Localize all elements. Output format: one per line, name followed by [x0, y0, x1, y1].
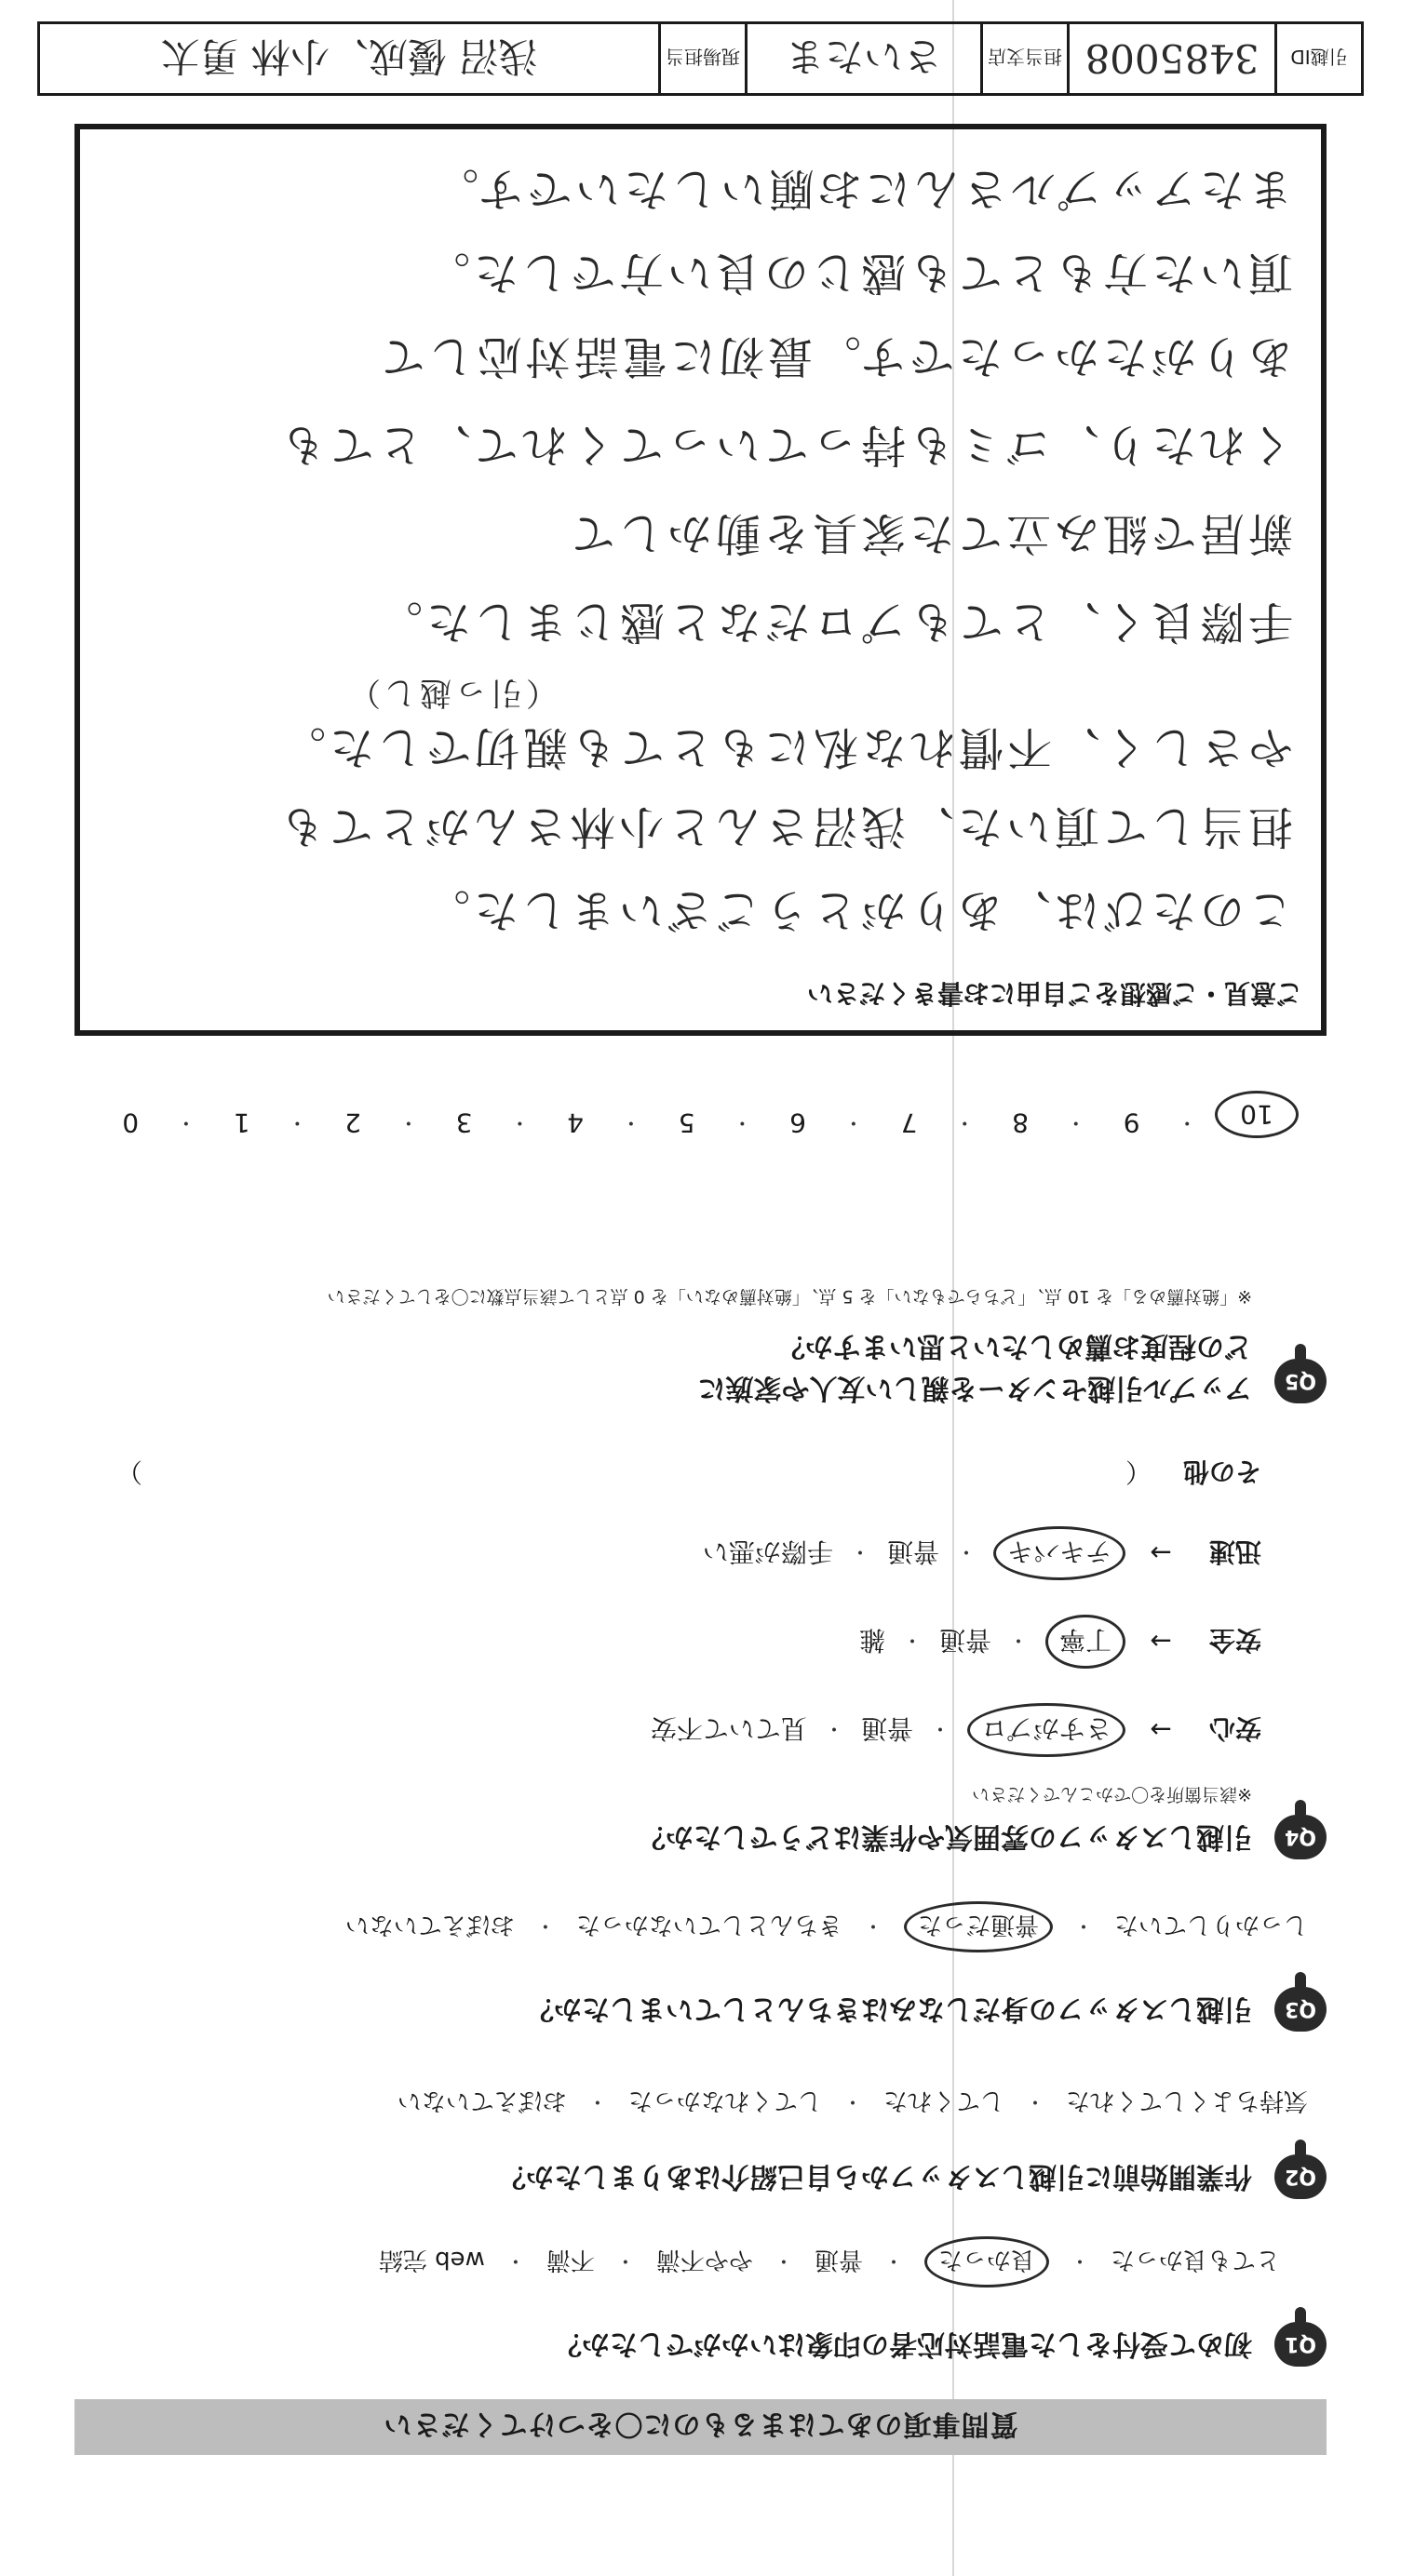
q3-options: しっかりしていた ・ 普通だった ・ きちんとしていなかった ・ おぼえていない — [345, 1901, 1308, 1952]
q1-text: 初めて受付をした電話対応者の印象はいかがでしたか？ — [554, 2328, 1252, 2360]
q2-option[interactable]: してくれた — [882, 2086, 1004, 2114]
arrow-icon: → — [1150, 1714, 1172, 1746]
q2-options: 気持ちよくしてくれた ・ してくれた ・ してくれなかった ・ おぼえていない — [397, 2086, 1308, 2120]
q5-text-line2: どの程度お薦めしたいと思いますか？ — [777, 1330, 1252, 1362]
q1-option-selected[interactable]: 良かった — [924, 2236, 1049, 2288]
q2-option-selected[interactable]: 気持ちよくしてくれた — [1065, 2086, 1308, 2114]
q5-score[interactable]: 9 — [1123, 1107, 1140, 1138]
staff-value[interactable]: 浅沼 優成、小林 勇太 — [160, 34, 538, 79]
q5-score-selected[interactable]: 10 — [1215, 1091, 1299, 1138]
q1-badge-icon: Q1 — [1274, 2322, 1327, 2367]
q4-badge-icon: Q4 — [1274, 1815, 1327, 1859]
q2-badge-icon: Q2 — [1274, 2154, 1327, 2199]
q5-score[interactable]: 2 — [344, 1107, 362, 1138]
q4-option[interactable]: 雑 — [858, 1625, 885, 1656]
comment-line: （引っ越し） — [345, 674, 558, 711]
id-value[interactable]: 3485008 — [1067, 24, 1274, 93]
q2-option[interactable]: おぼえていない — [397, 2086, 567, 2114]
info-table — [37, 21, 1364, 96]
q5-score[interactable]: 1 — [233, 1107, 250, 1138]
q4-option-selected[interactable]: 丁寧 — [1045, 1615, 1125, 1669]
q5-score[interactable]: 4 — [567, 1107, 585, 1138]
q4-option[interactable]: 手際が悪い — [702, 1536, 833, 1567]
q5-score[interactable]: 0 — [122, 1107, 140, 1138]
q3-option[interactable]: おぼえていない — [344, 1911, 515, 1939]
q2-text: 作業開始前に引越しスタッフから自己紹介はありましたか？ — [498, 2160, 1252, 2193]
q4-option-selected[interactable]: テキパキ — [993, 1526, 1125, 1580]
q4-row-anzen: 安全 → 丁寧 ・ 普通 ・ 雑 — [859, 1615, 1261, 1669]
q2-option[interactable]: してくれなかった — [627, 2086, 822, 2114]
comments-title: ご意見・ご感想をご自由にお書きください — [806, 978, 1302, 1009]
comment-line: ありがたかったです。最初に電話対応して — [376, 330, 1293, 382]
q5-scale: 10 ・ 9 ・ 8 ・ 7 ・ 6 ・ 5 ・ 4 ・ 3 ・ 2 ・ 1 ・ 0 — [74, 1091, 1327, 1138]
comment-line: やさしく、不慣れな私にもとても親切でした。 — [276, 721, 1293, 773]
comment-line: 頂いた方もとても感じの良い方でした。 — [421, 247, 1293, 299]
comment-line: くれたり、ゴミも持っていってくれて、とても — [276, 419, 1293, 471]
q4-note: ※該当箇所を〇でかこんでください — [972, 1784, 1252, 1805]
comment-line: このたびは、ありがとうございました。 — [421, 884, 1293, 936]
q5-score[interactable]: 3 — [455, 1107, 473, 1138]
q1-option[interactable]: web 完結 — [378, 2246, 485, 2274]
instruction-banner: 質問事項のあてはまるものに〇をつけてください — [74, 2399, 1327, 2455]
q4-row-jinsoku: 迅速 → テキパキ ・ 普通 ・ 手際が悪い — [703, 1526, 1261, 1580]
q4-row-label: 安全 — [1208, 1625, 1261, 1656]
arrow-icon: → — [1150, 1537, 1172, 1569]
q5-score[interactable]: 7 — [900, 1107, 918, 1138]
q4-other-label: その他 — [1182, 1456, 1261, 1487]
q4-option[interactable]: 普通 — [938, 1625, 991, 1656]
q5-text-line1: アップル引越センターを親しい友人や家族に — [697, 1372, 1252, 1404]
q5-score[interactable]: 8 — [1012, 1107, 1029, 1138]
q5-score[interactable]: 5 — [678, 1107, 695, 1138]
q4-option[interactable]: 普通 — [860, 1713, 913, 1744]
id-label: 引越ID — [1274, 24, 1361, 93]
q4-option[interactable]: 見ていて不安 — [650, 1713, 807, 1744]
q5-note: ※「絶対薦める」を 10 点、「どちらでもない」を 5 点、「絶対薦めない」を 0 点として該当点数に〇をしてください — [327, 1286, 1252, 1307]
q4-row-anshin: 安心 → さすがプロ ・ 普通 ・ 見ていて不安 — [651, 1703, 1261, 1757]
q4-row-label: 迅速 — [1208, 1536, 1261, 1567]
q1-option[interactable]: 普通 — [814, 2246, 863, 2274]
q3-option[interactable]: きちんとしていなかった — [575, 1911, 842, 1939]
comment-line: 新居で組み立てた家具を動かして — [566, 507, 1293, 559]
q3-text: 引越しスタッフの身だしなみはきちんとしていましたか？ — [526, 1992, 1252, 2025]
comment-line: 手際良く、とてもプロだなと感じました。 — [373, 596, 1293, 648]
q5-score[interactable]: 6 — [789, 1107, 806, 1138]
q1-option[interactable]: 不満 — [546, 2246, 595, 2274]
q1-option[interactable]: やや不満 — [655, 2246, 753, 2274]
branch-value[interactable]: さいたま — [745, 24, 980, 93]
q3-badge-icon: Q3 — [1274, 1987, 1327, 2032]
q1-option[interactable]: とても良かった — [1110, 2246, 1280, 2274]
q4-row-label: 安心 — [1208, 1713, 1261, 1744]
staff-label: 現場担当 — [658, 24, 745, 93]
arrow-icon: → — [1150, 1626, 1172, 1657]
q3-option[interactable]: しっかりしていた — [1113, 1911, 1308, 1939]
q4-option-selected[interactable]: さすがプロ — [967, 1703, 1125, 1757]
q4-text: 引越しスタッフの雰囲気や作業はどうでしたか？ — [638, 1820, 1252, 1853]
q4-row-other — [116, 1455, 1261, 1492]
q1-options: とても良かった ・ 良かった ・ 普通 ・ やや不満 ・ 不満 ・ web 完結 — [379, 2236, 1280, 2288]
q3-option-selected[interactable]: 普通だった — [904, 1901, 1053, 1952]
comment-line: またアップルさんにお願いしたいです。 — [430, 163, 1293, 215]
q4-other-open: （ — [1125, 1456, 1152, 1487]
comments-box[interactable] — [74, 124, 1327, 1036]
q4-other-close: ） — [116, 1456, 143, 1487]
comment-line: 担当して頂いた、浅沼さんと小林さんがとても — [276, 800, 1293, 852]
q5-badge-icon: Q5 — [1274, 1359, 1327, 1403]
branch-label: 担当支店 — [980, 24, 1067, 93]
q4-option[interactable]: 普通 — [886, 1536, 939, 1567]
